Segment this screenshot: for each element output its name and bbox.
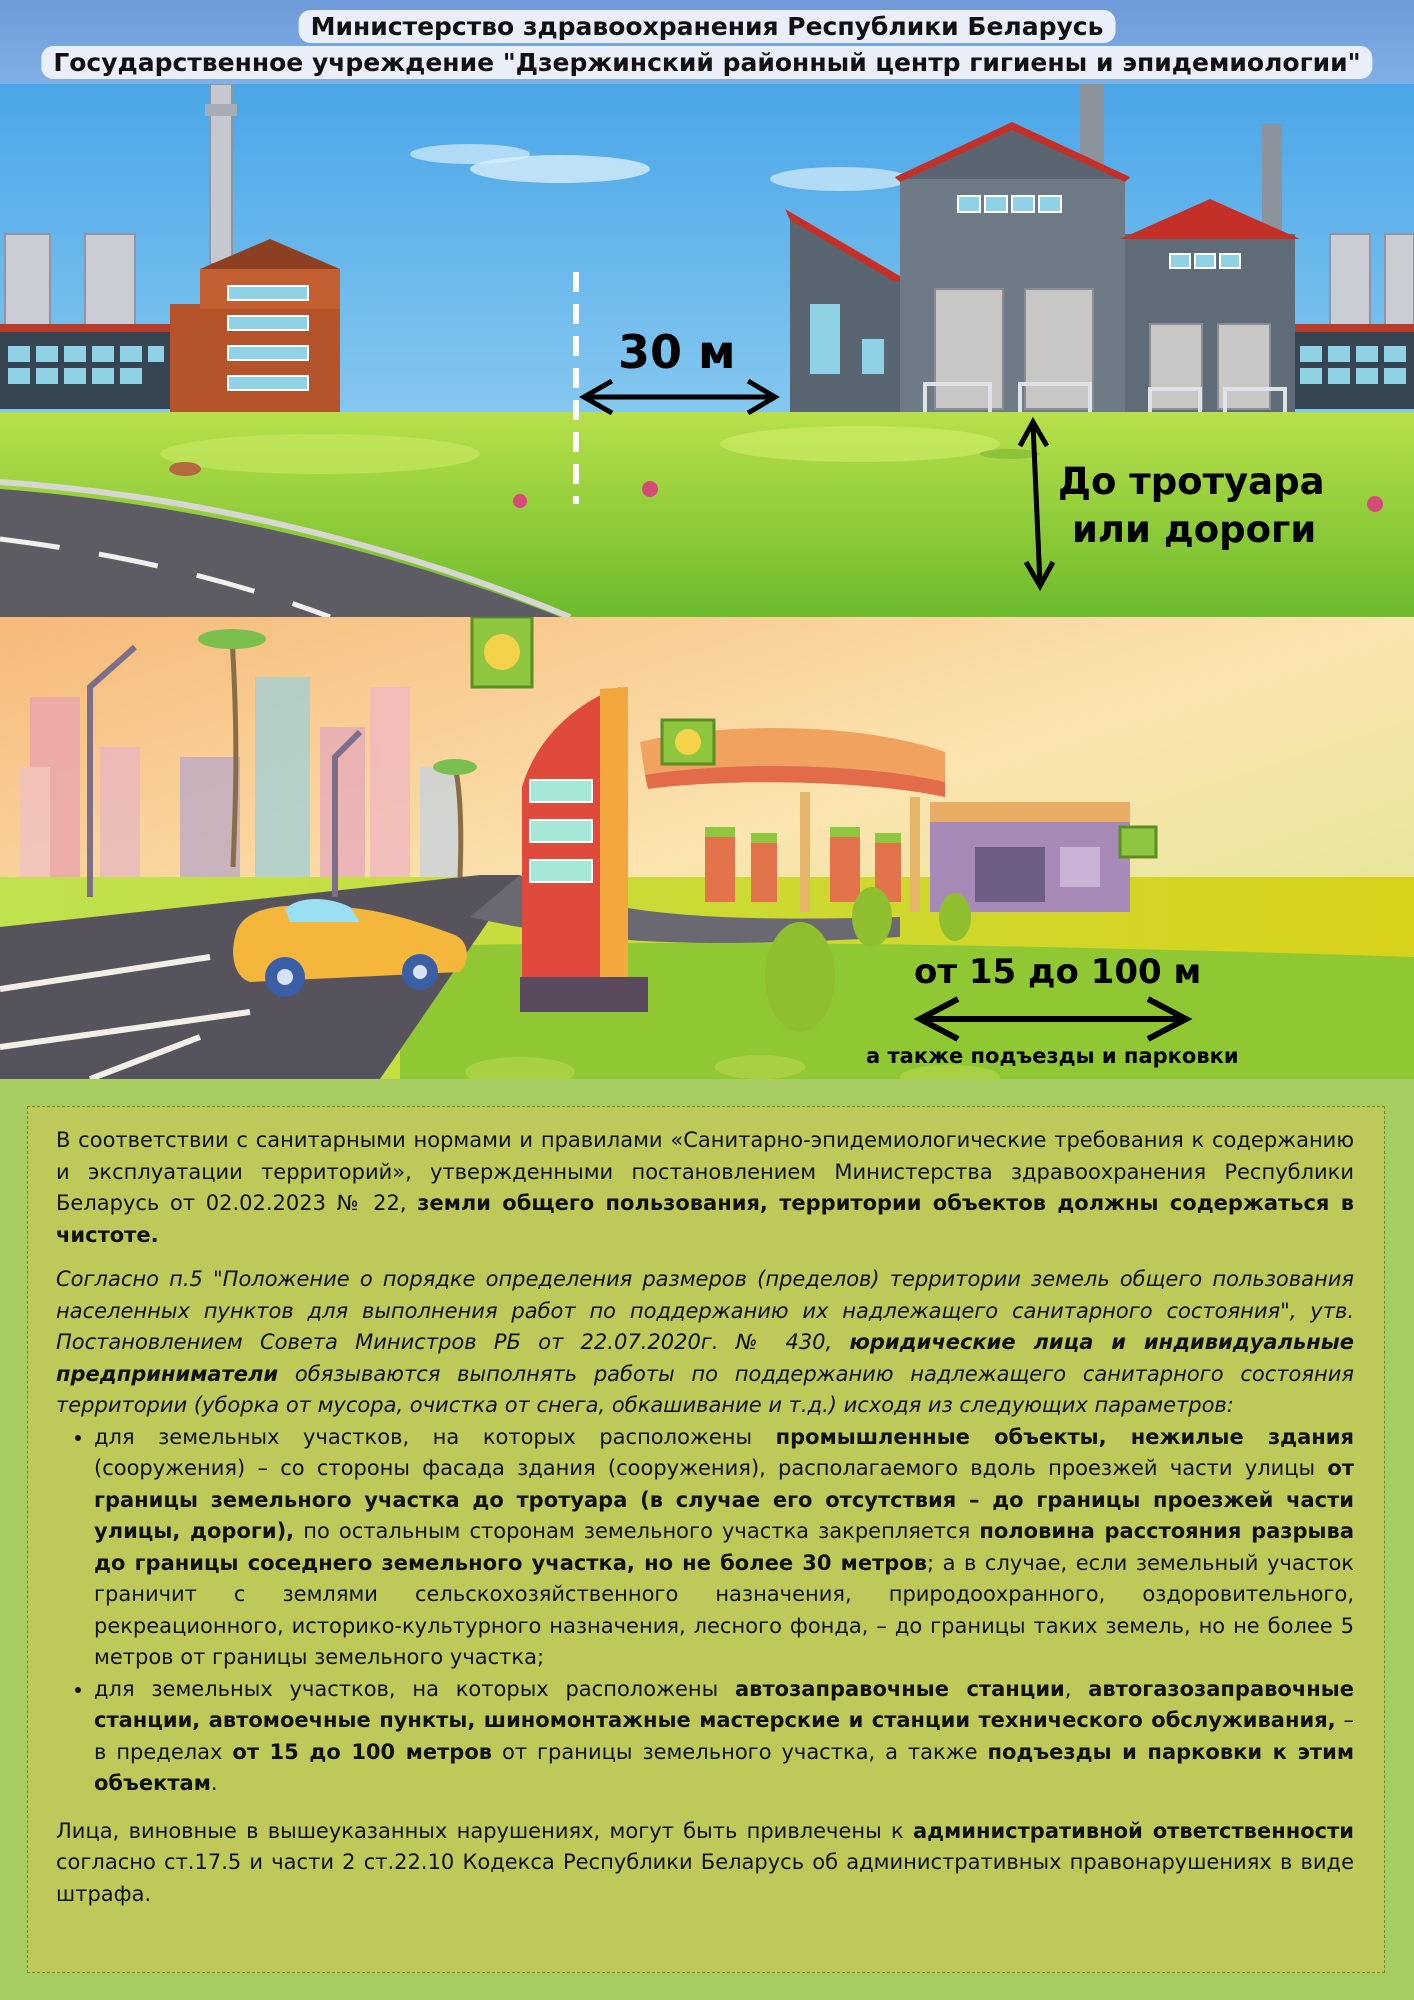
regulation-text-box — [27, 1106, 1385, 1973]
ministry-title: Министерство здравоохранения Республики Беларусь — [299, 10, 1116, 43]
parameters-list — [56, 1422, 1354, 1800]
sidewalk-label-line2: или дороги — [1072, 508, 1317, 551]
paragraph-norms: В соответствии с санитарными нормами и правилами «Санитарно-эпидемиологические требования к содержанию и эксплуатации территорий», утвержденными постановлением Министерства здравоохранения Республики Беларусь от 02.02.2023 № 22, земли общего пользования, территории объектов должны содержаться в чистоте. — [56, 1128, 1354, 1247]
paragraph-regulation: Согласно п.5 "Положение о порядке определения размеров (пределов) территории земель общего пользования населенных пунктов для выполнения работ по поддержанию их надлежащего санитарного состояния", утв. Постановлением Совета Министров РБ от 22.07.2020г. № 430, юридические лица и индивидуальные предприниматели обязываются выполнять работы по поддержанию надлежащего санитарного состояния территории (уборка от мусора, очистка от снега, обкашивание и т.д.) исходя из следующих параметров: — [56, 1267, 1354, 1417]
list-item-industrial: • для земельных участков, на которых расположены промышленные объекты, нежилые здания (сооружения) – со стороны фасада здания (сооружения), располагаемого вдоль проезжей части улицы от границы земельного участка до тротуара (в случае его отсутствия – до границы проезжей части улицы, дороги), по остальным сторонам земельного участка закрепляется половина расстояния разрыва до границы соседнего земельного участка, но не более 30 метров; а в случае, если земельный участок граничит с землями сельскохозяйственного назначения, природоохранного, оздоровительного, рекреационного, историко-культурного назначения, лесного фонда, – до границы таких земель, но не более 5 метров от границы земельного участка; — [94, 1422, 1354, 1674]
paragraph-liability: Лица, виновные в вышеуказанных нарушениях, могут быть привлечены к административной ответственности согласно ст.17.5 и части 2 ст.22.10 Кодекса Республики Беларусь об административных правонарушениях в виде штрафа. — [56, 1818, 1354, 1906]
sidewalk-label-line1: До тротуара — [1058, 460, 1325, 503]
distance-15-100m-label: от 15 до 100 м — [914, 952, 1202, 992]
gas-station-illustration — [0, 617, 1414, 1079]
parking-sub-label: а также подъезды и парковки — [866, 1044, 1239, 1068]
distance-30m-label: 30 м — [618, 325, 736, 379]
factory-illustration — [0, 84, 1414, 617]
institution-title: Государственное учреждение "Дзержинский районный центр гигиены и эпидемиологии" — [41, 46, 1372, 79]
list-item-gas-stations: • для земельных участков, на которых расположены автозаправочные станции, автогазозаправочные станции, автомоечные пункты, шиномонтажные мастерские и станции технического обслуживания, – в пределах от 15 до 100 метров от границы земельного участка, а также подъезды и парковки к этим объектам. — [94, 1674, 1354, 1800]
